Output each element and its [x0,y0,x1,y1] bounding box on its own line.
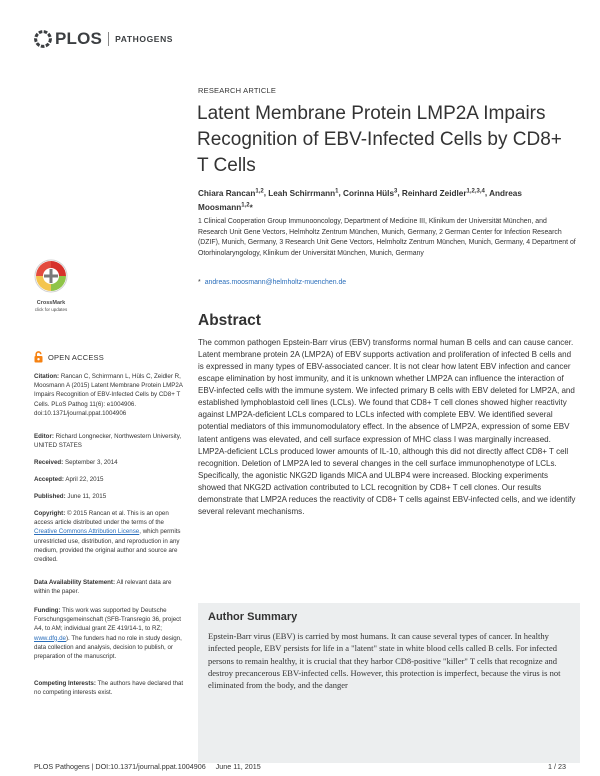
open-lock-icon [34,351,43,363]
published-date: Published: June 11, 2015 [34,493,107,500]
open-access-badge [34,351,104,363]
author[interactable]: Reinhard Zeidler$^{1,2,3,4}$ [401,188,485,198]
author[interactable]: Corinna Hüls$^3$ [343,188,398,198]
brand-name: PLOS [55,29,103,48]
logo-divider [108,32,109,46]
author[interactable]: Leah Schirrmann$^1$ [268,188,339,198]
corresponding-star: * [198,279,201,286]
citation-block: Citation: Rancan C, Schirrmann L, Hüls C, Zeidler R, Moosmann A (2015) Latent Membrane Protein LMP2A Impairs Recognition of EBV-Infected Cells by CD8+ T Cells. PLoS Pathog 11(6): e1004906. doi:10.1371/journal.ppat.1004906 [34,373,183,417]
competing-interests-block: Competing Interests: The authors have declared that no competing interests exist. [34,680,184,697]
license-link[interactable]: Creative Commons Attribution License [34,528,140,536]
funding-block: Funding: This work was supported by Deutsche Forschungsgemeinschaft (SFB-Transregio 36, project A4, to AM; individual grant ZE 419/14-1, to RZ; www.dfg.de). The funders had no role in study design, data collection and analysis, decision to publish, or preparation of the manuscript. [34,607,182,661]
journal-logo[interactable] [34,30,173,48]
author-summary-heading: Author Summary [208,611,298,623]
page-number: 1 / 23 [548,762,566,771]
plos-logo-icon [34,30,52,48]
author[interactable]: Andreas Moosmann$^{1,2}$ [198,188,522,213]
email-link[interactable]: andreas.moosmann@helmholtz-muenchen.de [204,279,347,286]
open-access-label: OPEN ACCESS [48,352,104,362]
crossmark-icon [33,258,69,294]
accepted-date: Accepted: April 22, 2015 [34,476,104,483]
data-availability-block: Data Availability Statement: All relevant data are within the paper. [34,579,172,596]
author-list: Chiara Rancan$^{1,2}$, Leah Schirrmann$^1$, Corinna Hüls$^3$, Reinhard Zeidler$^{1,2,3,4}$, Andreas Moosmann$^{1,2}$* [198,188,522,213]
affiliations: 1 Clinical Cooperation Group Immunooncology, Department of Medicine III, Klinikum der Universität München, and Research Unit Gene Vectors, Helmholtz Zentrum München, Munich, Germany, 2 German Center for Infection Research (DZIF), Munich, Germany, 3 Research Unit Gene Vectors, Helmholtz Zentrum München, Munich, Germany, 4 Department of Otorhinolaryngology, Klinikum der Universität München, Munich, Germany [198,218,576,257]
crossmark-label: CrossMark [36,300,66,306]
corresponding-email[interactable] [198,279,346,286]
editor-block: Editor: Richard Longnecker, Northwestern University, UNITED STATES [34,433,182,450]
dfg-link[interactable]: www.dfg.de [34,634,66,642]
received-date: Received: September 3, 2014 [34,459,118,466]
article-type: RESEARCH ARTICLE [198,86,277,95]
crossmark-sublabel: click for updates [34,307,68,312]
copyright-block: Copyright: © 2015 Rancan et al. This is an open access article distributed under the terms of the Creative Commons Attribution License, which permits unrestricted use, distribution, and reproduction in any medium, provided the original author and source are credited. [34,510,181,564]
abstract-heading: Abstract [198,312,261,329]
author-summary-text: Epstein-Barr virus (EBV) is carried by most humans. It can cause several types of cancer. In healthy infected people, EBV persists for life in a "latent" state in white blood cells called B cells. For infected persons to remain healthy, it is crucial that they harbor CD8-positive "killer" T cells that recognize and destroy precancerous EBV-infected cells. However, this protection is imperfect, because the virus is not eliminated from the body, and the danger [208,631,561,691]
footer-citation: PLOS Pathogens | DOI:10.1371/journal.ppat.1004906 June 11, 2015 [34,762,261,771]
crossmark-badge[interactable] [33,258,69,312]
article-title: Latent Membrane Protein LMP2A Impairs Recognition of EBV-Infected Cells by CD8+ T Cells [197,103,562,176]
journal-name: PATHOGENS [115,34,174,44]
author[interactable]: Chiara Rancan$^{1,2}$ [198,188,264,198]
abstract-text: The common pathogen Epstein-Barr virus (EBV) transforms normal human B cells and can cause cancer. Latent membrane protein 2A (LMP2A) of EBV supports activation and proliferation of infected B cells and is expressed in many types of EBV-associated cancer. It is not clear how latent EBV infection and cancer escape elimination by host immunity, and it is unknown whether LMP2A can influence the interaction of EBV-infected cells with the immune system. We infected primary B cells with EBV deleted for LMP2A, and established lymphoblastoid cell lines (LCLs). We found that CD8+ T cell clones showed higher reactivity against LMP2A-deficient LCLs compared to LCLs infected with complete EBV. We identified several potential mediators of this immunomodulatory effect. In the absence of LMP2A, expression of some EBV latent antigens was elevated, and cell surface expression of MHC class I was marginally increased. LMP2A-deficient LCLs produced lower amounts of IL-10, although this did not directly affect CD8+ T cell recognition. Deletion of LMP2A led to several changes in the cell surface immunophenotype of LCLs. Specifically, the agonistic NKG2D ligands MICA and ULBP4 were increased. Blocking experiments showed that NKG2D activation contributed to LCL recognition by CD8+ T cell clones. Our results demonstrate that LMP2A reduces the reactivity of CD8+ T cells against EBV-infected cells, and we identify several relevant mechanisms. [198,338,576,516]
